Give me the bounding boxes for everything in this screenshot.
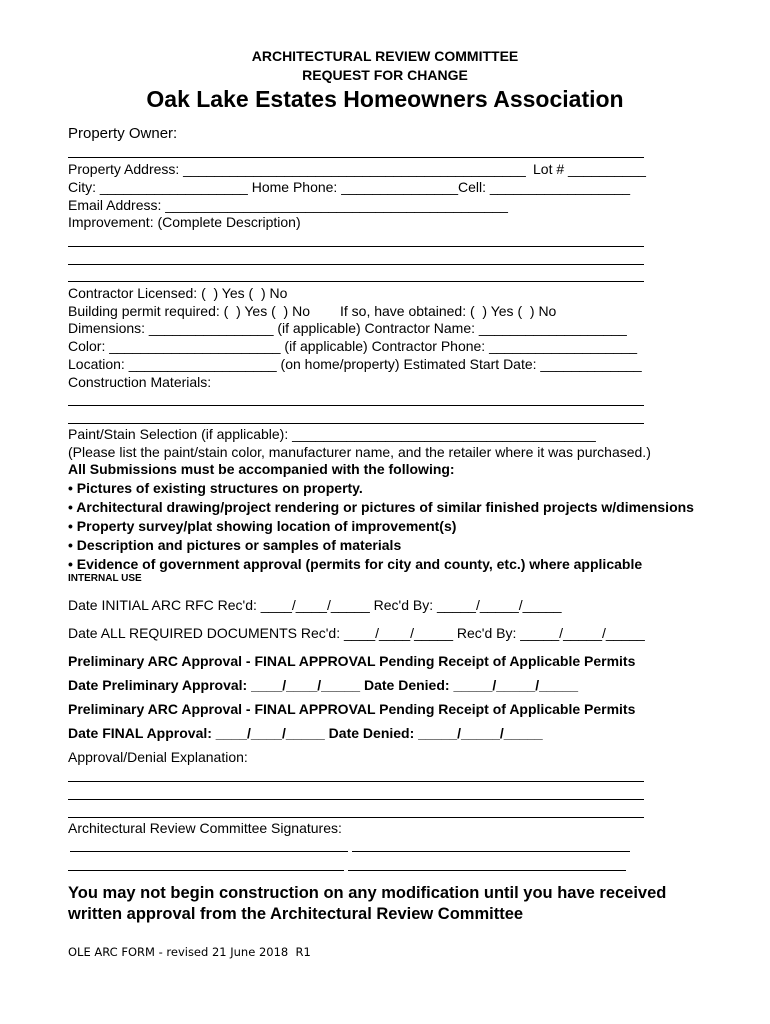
permit-obtained-field: If so, have obtained: ( ) Yes ( ) No — [340, 303, 557, 319]
improvement-label: Improvement: (Complete Description) — [68, 214, 301, 230]
signature-line — [348, 870, 626, 871]
signature-line — [68, 870, 344, 871]
signature-line — [352, 851, 630, 852]
property-address-field: Property Address: ____________________________________________ — [68, 161, 526, 177]
association-name: Oak Lake Estates Homeowners Association — [146, 86, 624, 112]
construction-warning-2: written approval from the Architectural Review Committee — [68, 905, 524, 923]
location-field: Location: ___________________ (on home/property) Estimated Start Date: _____________ — [68, 356, 642, 372]
submission-item: • Architectural drawing/project rendering or pictures of similar finished projects w/dimensions — [68, 499, 694, 515]
submission-item: • Property survey/plat showing location of improvement(s) — [68, 518, 457, 534]
signatures-label: Architectural Review Committee Signatures: — [68, 820, 342, 836]
construction-warning: You may not begin construction on any modification until you have received — [68, 884, 667, 902]
blank-line — [68, 817, 644, 818]
property-owner-label: Property Owner: — [68, 125, 178, 142]
contractor-licensed-field: Contractor Licensed: ( ) Yes ( ) No — [68, 285, 288, 301]
bullet-icon: • — [68, 556, 73, 572]
dimensions-field: Dimensions: ________________ (if applicable) Contractor Name: ___________________ — [68, 320, 627, 336]
initial-received-field: Date INITIAL ARC RFC Rec'd: ____/____/_____ Rec'd By: _____/_____/_____ — [68, 597, 562, 613]
all-documents-received-field: Date ALL REQUIRED DOCUMENTS Rec'd: ____/____/_____ Rec'd By: _____/_____/_____ — [68, 625, 645, 641]
final-approval-dates: Date FINAL Approval: ____/____/_____ Date Denied: _____/_____/_____ — [68, 725, 543, 741]
blank-line — [68, 281, 644, 282]
approval-explanation-label: Approval/Denial Explanation: — [68, 749, 248, 765]
bullet-icon: • — [68, 499, 73, 515]
preliminary-approval-heading-2: Preliminary ARC Approval - FINAL APPROVAL Pending Receipt of Applicable Permits — [68, 701, 636, 717]
paint-stain-field: Paint/Stain Selection (if applicable): _______________________________________ — [68, 426, 596, 442]
submission-item: • Description and pictures or samples of materials — [68, 537, 402, 553]
bullet-icon: • — [68, 480, 73, 496]
preliminary-approval-heading: Preliminary ARC Approval - FINAL APPROVAL Pending Receipt of Applicable Permits — [68, 653, 636, 669]
blank-line — [68, 264, 644, 265]
blank-line — [68, 781, 644, 782]
paint-stain-note: (Please list the paint/stain color, manufacturer name, and the retailer where it was purchased.) — [68, 444, 651, 460]
preliminary-approval-dates: Date Preliminary Approval: ____/____/_____ Date Denied: _____/_____/_____ — [68, 677, 579, 693]
form-revision-footer: OLE ARC FORM - revised 21 June 2018 R1 — [68, 945, 311, 959]
bullet-icon: • — [68, 537, 73, 553]
form-subtitle: REQUEST FOR CHANGE — [302, 67, 468, 83]
blank-line — [68, 246, 644, 247]
building-permit-field: Building permit required: ( ) Yes ( ) No — [68, 303, 310, 319]
city-phone-cell-field: City: ___________________ Home Phone: _______________Cell: __________________ — [68, 179, 631, 195]
bullet-icon: • — [68, 518, 73, 534]
construction-materials-label: Construction Materials: — [68, 374, 212, 390]
internal-use-label: INTERNAL USE — [68, 573, 142, 584]
blank-line — [68, 423, 644, 424]
submission-item: • Pictures of existing structures on property. — [68, 480, 363, 496]
lot-number-field: Lot # __________ — [533, 161, 646, 177]
submission-item: • Evidence of government approval (permits for city and county, etc.) where applicable — [68, 556, 643, 572]
color-field: Color: ______________________ (if applicable) Contractor Phone: ___________________ — [68, 338, 638, 354]
signature-line — [70, 851, 348, 852]
blank-line — [68, 799, 644, 800]
submissions-heading: All Submissions must be accompanied with the following: — [68, 461, 455, 477]
blank-line — [68, 405, 644, 406]
divider-line — [68, 157, 644, 158]
form-committee-title: ARCHITECTURAL REVIEW COMMITTEE — [251, 48, 519, 64]
email-address-field: Email Address: ____________________________________________ — [68, 197, 508, 213]
